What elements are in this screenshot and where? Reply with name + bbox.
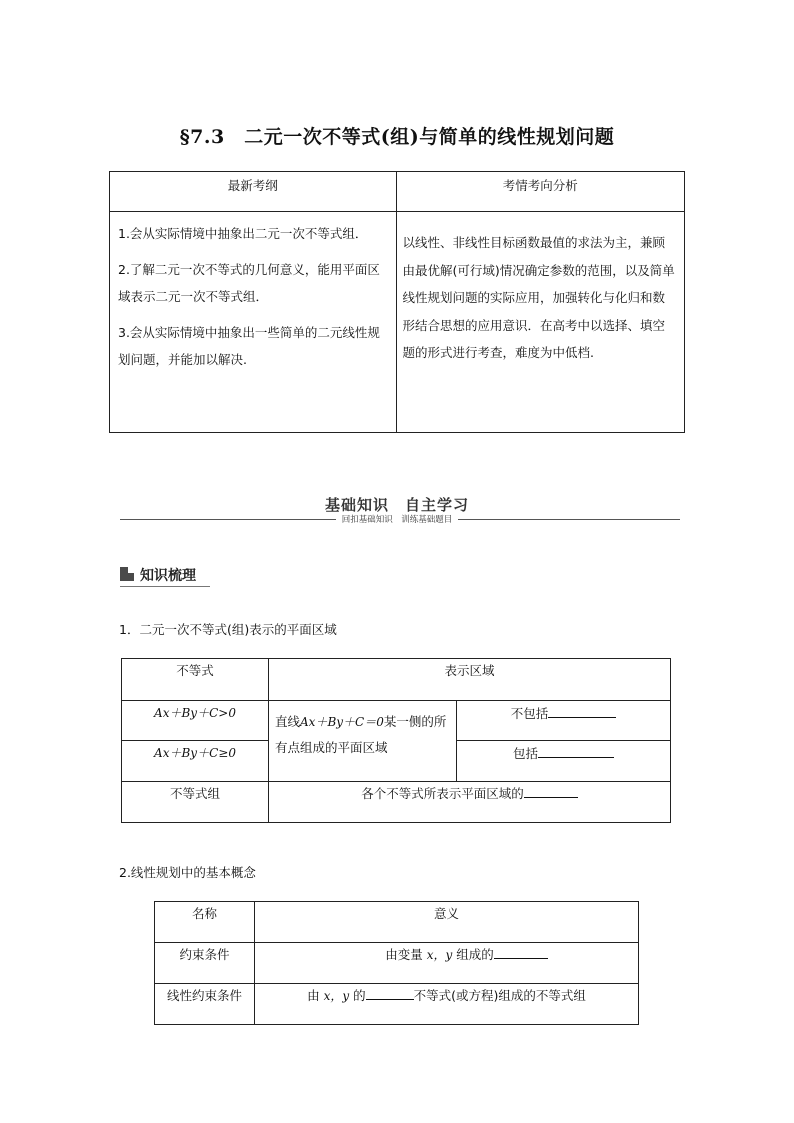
system-label: 不等式组	[122, 782, 269, 823]
constraint-meaning: 由变量 x，y 组成的	[255, 943, 639, 984]
inequality-nonstrict: Ax＋By＋C≥0	[154, 746, 236, 760]
divider	[120, 586, 210, 587]
term-constraint: 约束条件	[155, 943, 255, 984]
syllabus-header: 最新考纲	[110, 172, 397, 212]
fill-blank[interactable]	[524, 785, 578, 798]
square-bullet-icon	[120, 567, 134, 581]
line-equation: Ax＋By＋C＝0	[300, 715, 384, 729]
term-linear-constraint: 线性约束条件	[155, 984, 255, 1025]
region-description: 直线Ax＋By＋C＝0某一侧的所有点组成的平面区域	[269, 701, 457, 782]
linear-constraint-meaning: 由 x，y 的 不等式(或方程)组成的不等式组	[255, 984, 639, 1025]
fill-blank[interactable]	[366, 987, 414, 1000]
system-description: 各个不等式所表示平面区域的	[269, 782, 671, 823]
syllabus-item: 1.会从实际情境中抽象出二元一次不等式组．	[118, 226, 368, 241]
page-title: §7.3 二元一次不等式(组)与简单的线性规划问题	[179, 126, 615, 148]
divider	[120, 519, 336, 520]
syllabus-table	[109, 171, 685, 433]
include-cell: 包括	[457, 741, 671, 782]
knowledge-title: 知识梳理	[140, 568, 196, 584]
col-header: 名称	[155, 902, 255, 943]
syllabus-item: 3.会从实际情境中抽象出一些简单的二元线性规划问题，并能加以解决.	[118, 325, 380, 367]
syllabus-item: 2.了解二元一次不等式的几何意义，能用平面区域表示二元一次不等式组．	[118, 262, 380, 304]
divider	[458, 519, 680, 520]
col-header: 不等式	[122, 659, 269, 701]
heading-plane-region: 1．二元一次不等式(组)表示的平面区域	[119, 622, 337, 637]
heading-basic-concepts: 2.线性规划中的基本概念	[119, 865, 256, 880]
col-header: 表示区域	[269, 659, 671, 701]
not-include-cell: 不包括	[457, 701, 671, 741]
section-subtitle: 回扣基础知识 训练基础题目	[341, 515, 453, 525]
fill-blank[interactable]	[548, 705, 616, 718]
inequality-strict: Ax＋By＋C>0	[154, 706, 236, 720]
section-title: 基础知识 自主学习	[324, 496, 469, 514]
fill-blank[interactable]	[538, 745, 614, 758]
concepts-table	[154, 901, 639, 1025]
plane-region-table	[121, 658, 671, 823]
col-header: 意义	[255, 902, 639, 943]
analysis-content: 以线性、非线性目标函数最值的求法为主，兼顾由最优解(可行域)情况确定参数的范围，以及简单线性规划问题的实际应用，加强转化与化归和数形结合思想的应用意识．在高考中以选择、填空题的形式进行考查，难度为中低档.	[396, 212, 685, 433]
analysis-header: 考情考向分析	[396, 172, 685, 212]
fill-blank[interactable]	[494, 946, 548, 959]
syllabus-content	[110, 212, 397, 433]
